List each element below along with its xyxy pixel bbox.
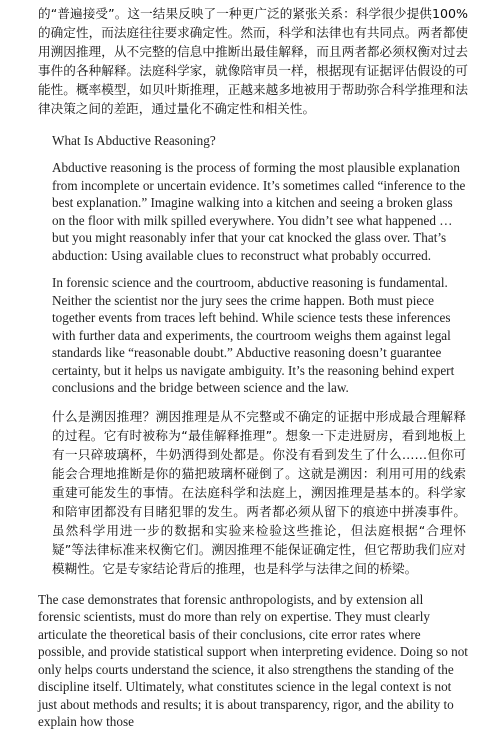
intro-paragraph-zh: 的“普遍接受”。这一结果反映了一种更广泛的紧张关系：科学很少提供100%的确定性，而法庭往往要求确定性。然而，科学和法律也有共同点。两者都使用溯因推理，从不完整的信息中推断出最佳解释，而且两者都必须权衡对过去事件的各种解释。法庭科学家，就像陪审员一样，根据现有证据评估假设的可能性。概率模型，如贝叶斯推理，正越来越多地被用于帮助弥合科学推理和法律决策之间的差距，通过量化不确定性和相关性。 bbox=[38, 6, 468, 116]
abduction-paragraph-zh: 什么是溯因推理？溯因推理是从不完整或不确定的证据中形成最合理解释的过程。它有时被称为“最佳解释推理”。想象一下走进厨房，看到地板上有一只碎玻璃杯，牛奶洒得到处都是。你没有看到发生了什么……但你可能会合理地推断是你的猫把玻璃杯碰倒了。这就是溯因：利用可用的线索重建可能发生的事情。在法庭科学和法庭上，溯因推理是基本的。科学家和陪审团都没有目睹犯罪的发生。两者都必须从留下的痕迹中拼凑事件。虽然科学用进一步的数据和实验来检验这些推论，但法庭根据“合理怀疑”等法律标准来权衡它们。溯因推理不能保证确定性，但它帮助我们应对模糊性。它是专家结论背后的推理，也是科学与法律之间的桥梁。 bbox=[52, 408, 466, 576]
conclusion-paragraph-en: The case demonstrates that forensic anthropologists, and by extension all forensic scientists, must do more than rely on expertise. They must clearly articulate the theoretical basis of their conclusions, cite error rates where possible, and provide statistical support when interpreting evidence. Doing so not only helps courts understand the science, it also strengthens the standing of the discipline itself. Ultimately, what constitutes science in the legal context is not just about methods and results; it is about transparency, rigor, and the ability to explain how those bbox=[38, 591, 468, 729]
abduction-paragraph-en-1: Abductive reasoning is the process of forming the most plausible explanation from incomplete or uncertain evidence. It’s sometimes called “inference to the best explanation.” Imagine walking into a kitchen and seeing a broken glass on the floor with milk spilled everywhere. You didn’t see what happened … but you might reasonably infer that your cat knocked the glass over. That’s abduction: Using available clues to reconstruct what probably occurred. bbox=[52, 160, 466, 263]
section-heading: What Is Abductive Reasoning? bbox=[52, 133, 216, 148]
boxed-section bbox=[38, 132, 468, 578]
abduction-paragraph-en-2: In forensic science and the courtroom, abductive reasoning is fundamental. Neither the scientist nor the jury sees the crime happen. Both must piece together events from traces left behind. While science tests these inferences with further data and experiments, the courtroom weighs them against legal standards like “reasonable doubt.” Abductive reasoning doesn’t guarantee certainty, but it helps us navigate ambiguity. It’s the reasoning behind expert conclusions and the bridge between science and the law. bbox=[52, 275, 455, 395]
